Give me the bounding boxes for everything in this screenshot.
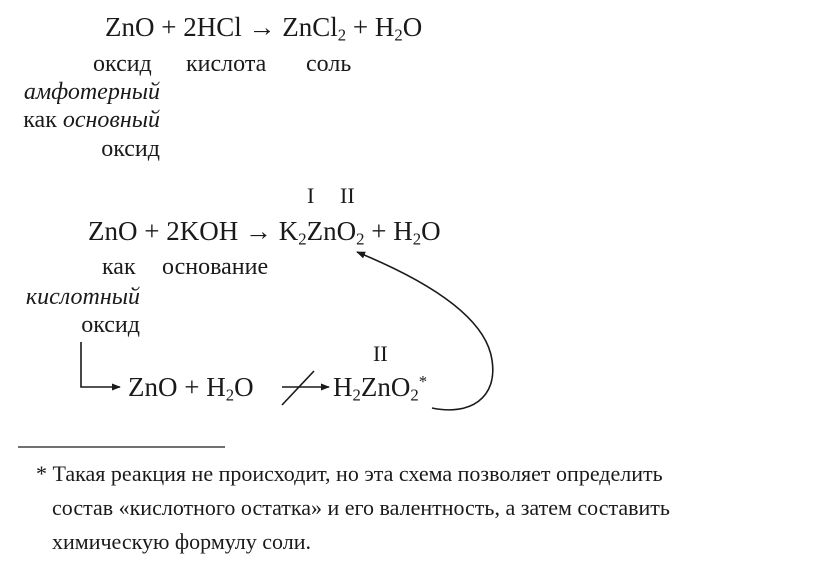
reaction-1-arrow: → [248, 12, 276, 42]
reaction-2-label-as: как [102, 254, 136, 280]
footnote-line-3: химическую формулу соли. [52, 529, 312, 554]
reaction-1-note-oxide: оксид [101, 136, 160, 162]
reaction-2-valence-zn: II [340, 183, 355, 208]
reaction-2-plus: + [144, 216, 160, 246]
reaction-2-product-k2zno2: $K_2ZnO_2$ [278, 216, 365, 249]
reaction-1-plus-2: + [352, 12, 369, 42]
reaction-1-plus: + [161, 12, 177, 42]
reaction-3-asterisk: * [418, 371, 428, 391]
reaction-1-reagent-hcl: 2HCl [183, 12, 242, 42]
reaction-1-note-as-basic: как основный [23, 107, 160, 133]
reaction-1-note-amphoteric: амфотерный [23, 79, 160, 105]
reaction-3-plus: + [184, 372, 200, 402]
reaction-1-reagent-zno: ZnO [105, 12, 155, 42]
bracket-arrow [81, 342, 120, 387]
reaction-1-label-acid: кислота [186, 51, 267, 77]
reaction-2-arrow: → [244, 216, 272, 246]
reaction-3-valence-zn: II [373, 341, 388, 366]
reaction-2-product-water: $H_2O$ [393, 216, 441, 249]
footnote-line-1: * Такая реакция не происходит, но эта схема позволяет определить [36, 461, 663, 486]
reaction-3-reagent-water: $H_2O$ [206, 372, 254, 405]
reaction-2-plus-2: + [371, 216, 387, 246]
reaction-2-note-oxide: оксид [81, 312, 140, 338]
footnote-line-2: состав «кислотного остатка» и его валентность, а затем составить [52, 495, 670, 520]
reaction-1-label-oxide: оксид [93, 51, 152, 77]
reaction-1-product-water: $H_2O$ [374, 12, 423, 45]
reaction-2-label-base: основание [162, 254, 269, 280]
reaction-3-product-h2zno2: $H_2ZnO_2^*$ [333, 371, 428, 405]
reaction-2-reagent-koh: 2KOH [166, 216, 239, 246]
reaction-2-valence-k: I [307, 183, 315, 208]
reaction-3-reagent-zno: ZnO [128, 372, 178, 402]
reaction-2-reagent-zno: ZnO [88, 216, 138, 246]
curved-arrow [357, 252, 493, 410]
cross-out-slash [282, 371, 314, 405]
reaction-1-label-salt: соль [306, 51, 352, 77]
reaction-2-note-acidic: кислотный [25, 284, 140, 310]
reaction-1-product-zncl2: ZnCl$_2$ [282, 12, 347, 45]
